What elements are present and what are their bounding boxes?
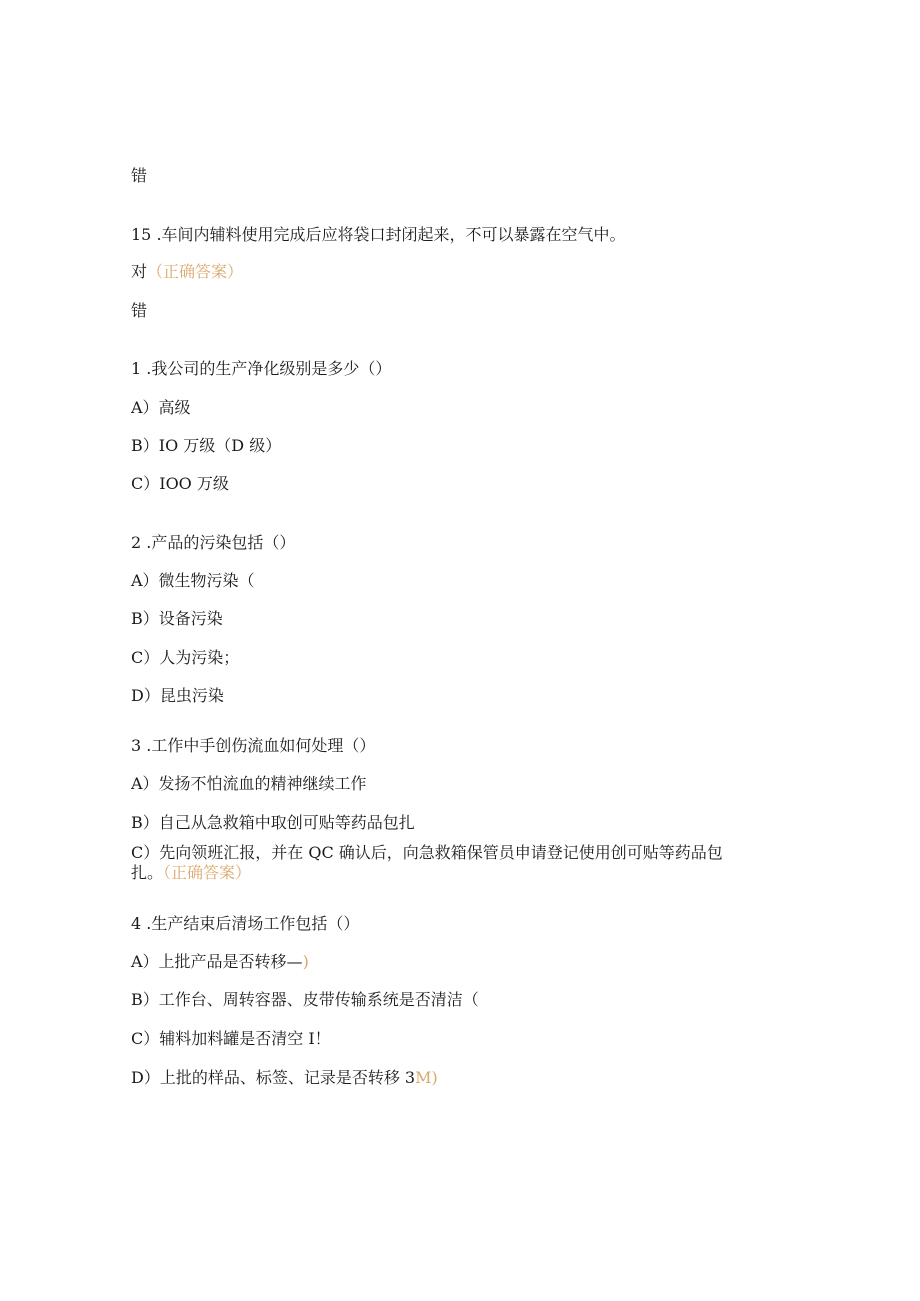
correct-answer-mark: （正确答案） <box>163 863 252 882</box>
mc2-option-a: A）微生物污染（ <box>131 571 255 590</box>
mc3-option-c-text: 扎。 <box>131 863 164 882</box>
mc4-option-a-text: A）上批产品是否转移— <box>131 952 303 971</box>
mc4-option-d <box>131 1068 438 1088</box>
mc2-option-b: B）设备污染 <box>131 609 223 628</box>
mc1-question: 1 .我公司的生产净化级别是多少（） <box>131 359 392 378</box>
mc4-option-b: B）工作台、周转容器、皮带传输系统是否清洁（ <box>131 990 479 1009</box>
answer-mark: ) <box>302 952 309 971</box>
answer-mark: M) <box>415 1068 438 1087</box>
q15-option-wrong: 错 <box>131 301 148 320</box>
mc3-option-c-line2 <box>131 863 251 883</box>
q15-option-right-label: 对 <box>131 262 148 281</box>
correct-answer-mark: （正确答案） <box>147 262 244 281</box>
mc1-option-b: B）IO 万级（D 级） <box>131 436 282 455</box>
mc3-option-c-line1: C）先向领班汇报，并在 QC 确认后，向急救箱保管员申请登记使用创可贴等药品包 <box>131 843 723 862</box>
mc4-option-d-text: D）上批的样品、标签、记录是否转移 3 <box>131 1068 416 1087</box>
mc1-option-c: C）IOO 万级 <box>131 474 229 493</box>
mc4-option-c: C）辅料加料罐是否清空 I！ <box>131 1029 331 1048</box>
q15-option-right <box>131 262 243 282</box>
mc2-option-c: C）人为污染； <box>131 648 240 667</box>
mc4-question: 4 .生产结束后清场工作包括（） <box>131 914 360 933</box>
q14-option-wrong: 错 <box>131 166 148 185</box>
mc3-question: 3 .工作中手创伤流血如何处理（） <box>131 736 376 755</box>
q15-question: 15 .车间内辅料使用完成后应将袋口封闭起来，不可以暴露在空气中。 <box>131 225 626 244</box>
mc3-option-b: B）自己从急救箱中取创可贴等药品包扎 <box>131 813 415 832</box>
mc3-option-a: A）发扬不怕流血的精神继续工作 <box>131 774 367 793</box>
mc1-option-a: A）高级 <box>131 398 191 417</box>
mc2-option-d: D）昆虫污染 <box>131 686 224 705</box>
mc4-option-a <box>131 952 309 972</box>
mc2-question: 2 .产品的污染包括（） <box>131 533 296 552</box>
